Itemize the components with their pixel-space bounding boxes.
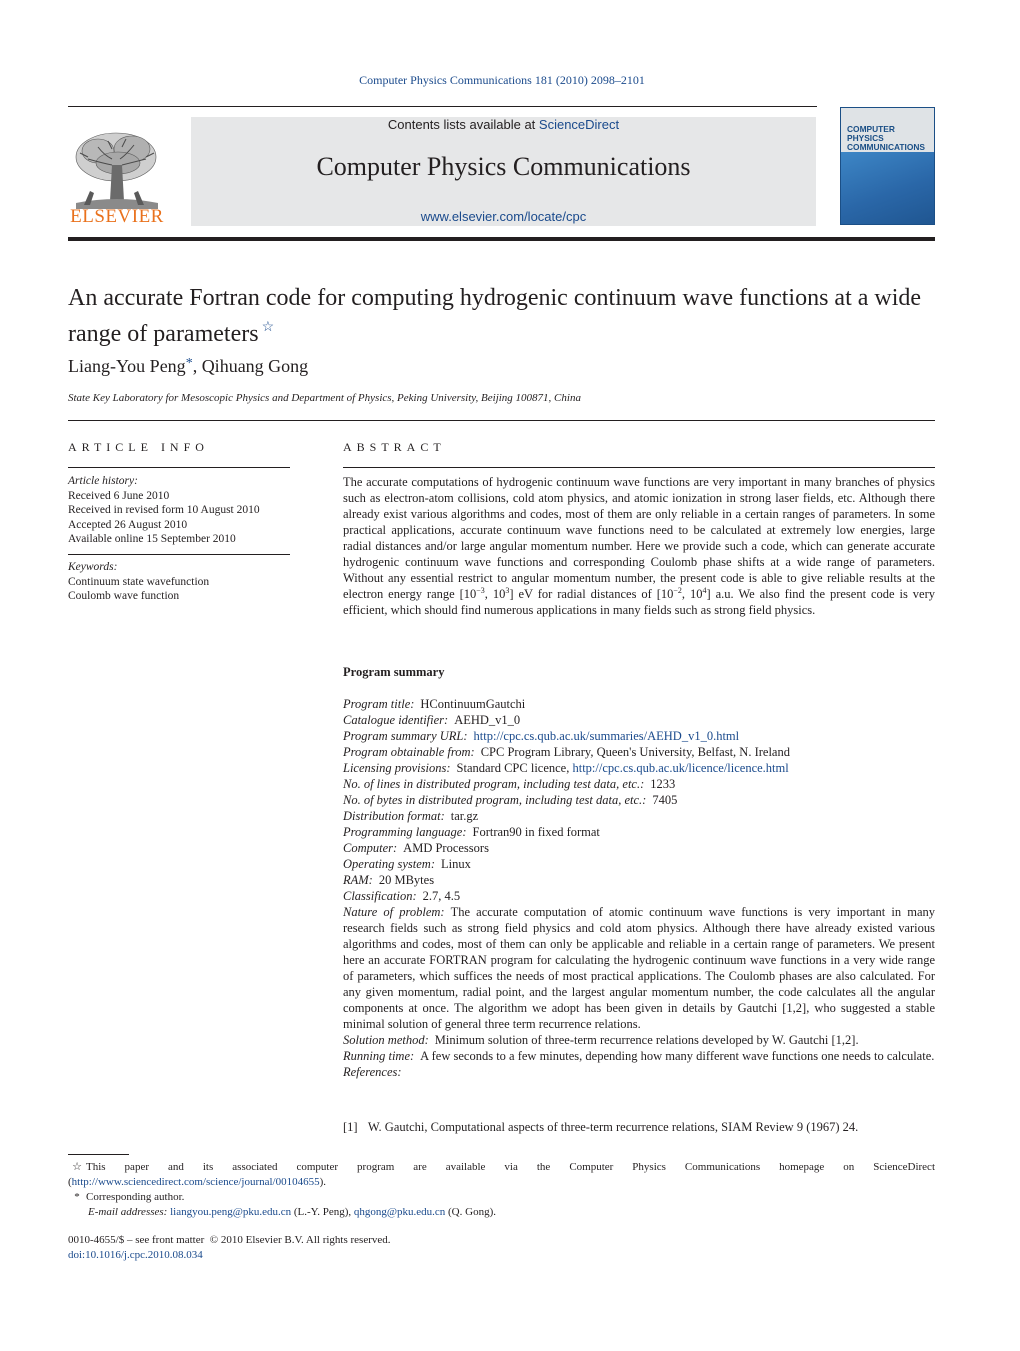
abstract-part: ] eV for radial distances of [10 [509,587,674,601]
journal-url-link[interactable]: www.elsevier.com/locate/cpc [420,209,587,224]
abstract-sup: 4 [702,586,707,595]
sciencedirect-link[interactable]: ScienceDirect [538,117,620,132]
history-accepted: Accepted 26 August 2010 [68,518,188,531]
ps-value: A few seconds to a few minutes, depending how many different wave functions one needs to calculate. [420,1049,935,1063]
ps-value: 7405 [652,793,678,807]
ps-row-licensing [343,760,935,776]
ps-label: RAM: [343,873,373,887]
abstract-text [343,474,935,618]
contents-line [191,117,816,132]
journal-cover-thumbnail[interactable] [840,107,935,225]
ps-value: HContinuumGautchi [420,697,526,711]
footnote-corresponding [68,1190,935,1205]
ps-value: Fortran90 in fixed format [472,825,600,839]
ps-value: Standard CPC licence, [456,761,573,775]
ps-value: Minimum solution of three-term recurrence relations developed by W. Gautchi [1,2]. [434,1033,859,1047]
program-summary-list [343,696,935,1080]
issn-block [68,1233,391,1263]
journal-title: Computer Physics Communications [316,152,691,181]
abstract-sup: −3 [476,586,485,595]
reference-number[interactable]: [1] [343,1120,358,1134]
footnote-text: Corresponding author. [86,1191,185,1203]
ps-value: 1233 [650,777,676,791]
ps-label: Nature of problem: [343,905,445,919]
abstract-heading: ABSTRACT [343,440,446,454]
contents-prefix: Contents lists available at [387,117,539,132]
footnote-asterisk: * [74,1191,80,1203]
history-received: Received 6 June 2010 [68,489,170,502]
ps-row-url [343,728,935,744]
ps-label: Program obtainable from: [343,745,475,759]
ps-label: No. of lines in distributed program, including test data, etc.: [343,777,645,791]
abstract-part: , 10 [681,587,703,601]
affiliation: State Key Laboratory for Mesoscopic Physics and Department of Physics, Peking University, Beijing 100871, China [68,392,581,404]
sciencedirect-journal-link[interactable]: http://www.sciencedirect.com/science/journal/00104655 [71,1176,320,1188]
ps-label: Catalogue identifier: [343,713,449,727]
ps-value: AEHD_v1_0 [454,713,521,727]
article-info-rule [68,467,290,468]
ps-label: Operating system: [343,857,435,871]
footnote-text: This paper and its associated computer program are available via the Computer Physics Communications homepage on ScienceDirect ( [68,1161,935,1188]
ps-value: 20 MBytes [378,873,435,887]
ps-row-language [343,824,935,840]
footnote-rule [68,1154,129,1155]
reference-1 [343,1119,935,1135]
article-history [68,474,290,547]
licence-link[interactable]: http://cpc.cs.qub.ac.uk/licence/licence.html [572,761,789,775]
ps-row-ram [343,872,935,888]
ps-label: Distribution format: [343,809,445,823]
history-online: Available online 15 September 2010 [68,533,236,545]
ps-value: The accurate computation of atomic continuum wave functions is very important in many research fields such as strong field physics and cold atom physics. Although there have already existed various algorithms and codes, most of them can only be applicable and reliable in a certain range of parameters. We present here an accurate FORTRAN program for calculating the hydrogenic continuum wave functions in a very wide range of parameters, which suffices the needs of most practical applications. The Coulomb phases are also calculated. For any given momentum, radial point, and the largest angular momentum number, the code calculates all the angular components at once. The algorithm we adopt has been given in details by Gautchi [1,2], who suggested a stable minimal solution of general three term recurrence relations. [343,905,936,1031]
ps-label: Computer: [343,841,398,855]
keyword-item: Coulomb wave function [68,590,180,602]
email-label: E-mail addresses: [88,1206,168,1218]
ps-row-lines [343,776,935,792]
email-owner: (Q. Gong). [448,1206,496,1218]
ps-row-computer [343,840,935,856]
ps-value: CPC Program Library, Queen's University, Belfast, N. Ireland [480,745,790,759]
history-label: Article history: [68,475,138,487]
ps-row-running-time [343,1048,935,1064]
ps-value: AMD Processors [403,841,489,855]
author-gong: Qihuang Gong [201,356,309,376]
author-list: Liang-You Peng*, Qihuang Gong [68,356,309,376]
program-summary-heading: Program summary [343,665,445,679]
abstract-sup: −2 [673,586,682,595]
keywords-label: Keywords: [68,561,118,573]
email-peng-link[interactable]: liangyou.peng@pku.edu.cn [170,1206,292,1218]
ps-label: References: [343,1065,402,1079]
ps-row-nature [343,904,935,1032]
ps-row-bytes [343,792,935,808]
ps-label: Program summary URL: [343,729,468,743]
article-title [68,283,938,349]
running-head[interactable]: Computer Physics Communications 181 (2010) 2098–2101 [359,73,645,87]
email-gong-link[interactable]: qhgong@pku.edu.cn [353,1206,446,1218]
ps-row-catalogue [343,712,935,728]
footnote-emails [68,1205,935,1220]
program-summary-url-link[interactable]: http://cpc.cs.qub.ac.uk/summaries/AEHD_v1_0.html [473,729,740,743]
footnotes [68,1160,935,1220]
ps-label: Running time: [343,1049,415,1063]
corresponding-author-mark[interactable]: * [185,356,193,371]
ps-value: tar.gz [450,809,479,823]
elsevier-wordmark: ELSEVIER [70,206,164,227]
header-rule [68,106,817,107]
article-title-text: An accurate Fortran code for computing hydrogenic continuum wave functions at a wide range of parameters [68,285,922,347]
footnote-availability [68,1160,935,1190]
ps-row-format [343,808,935,824]
affiliation-rule [68,420,935,421]
ps-row-title [343,696,935,712]
ps-row-classification [343,888,935,904]
ps-row-references [343,1064,935,1080]
ps-label: Licensing provisions: [343,761,451,775]
ps-value: Linux [441,857,471,871]
reference-text: W. Gautchi, Computational aspects of three-term recurrence relations, SIAM Review 9 (1967) 24. [367,1120,859,1134]
ps-label: No. of bytes in distributed program, including test data, etc.: [343,793,647,807]
abstract-rule [343,467,935,468]
abstract-part: ] a.u. We also find the present code is very efficient, which should find numerous applications in many fields such as strong field physics. [343,587,935,617]
ps-row-os [343,856,935,872]
footnote-star: ☆ [72,1161,82,1173]
issn-line: 0010-4655/$ – see front matter © 2010 Elsevier B.V. All rights reserved. [68,1234,391,1246]
ps-label: Classification: [343,889,417,903]
doi-link[interactable]: doi:10.1016/j.cpc.2010.08.034 [68,1249,203,1261]
ps-label: Solution method: [343,1033,429,1047]
abstract-part: The accurate computations of hydrogenic continuum wave functions are very important in many branches of physics such as electron-atom collisions, cold atom physics, and atomic ionization in strong laser fields, etc. Although there already exist various algorithms and codes, most of them are only reliable in a certain ranges of parameters. In some practical applications, accurate continuum wave functions need to be calculated at extremely low energies, large radial distances and/or large angular momentum number. Here we provide such a code, which can generate accurate hydrogenic continuum wave functions and corresponding Coulomb phase shifts at a wide range of parameters. Without any essential restrict to angular momentum number, the present code is able to give reliable results at the electron energy range [10 [343,475,935,601]
ps-row-obtainable [343,744,935,760]
title-footnote-star[interactable]: ☆ [261,320,275,335]
ps-row-solution [343,1032,935,1048]
keywords [68,560,290,604]
ps-value: 2.7, 4.5 [422,889,461,903]
footnote-text-end: ). [319,1176,327,1188]
abstract-part: , 10 [484,587,506,601]
abstract-sup: 3 [505,586,510,595]
keyword-item: Continuum state wavefunction [68,575,210,588]
history-revised: Received in revised form 10 August 2010 [68,504,260,516]
header-thick-rule [68,237,935,241]
cover-art [841,152,934,225]
email-owner: (L.-Y. Peng), [293,1206,352,1218]
article-info-heading: ARTICLE INFO [68,440,209,454]
keywords-rule [68,554,290,555]
author-peng: Liang-You Peng [68,356,186,376]
ps-label: Program title: [343,697,415,711]
ps-label: Programming language: [343,825,467,839]
cover-title: COMPUTER PHYSICS COMMUNICATIONS [847,124,926,152]
